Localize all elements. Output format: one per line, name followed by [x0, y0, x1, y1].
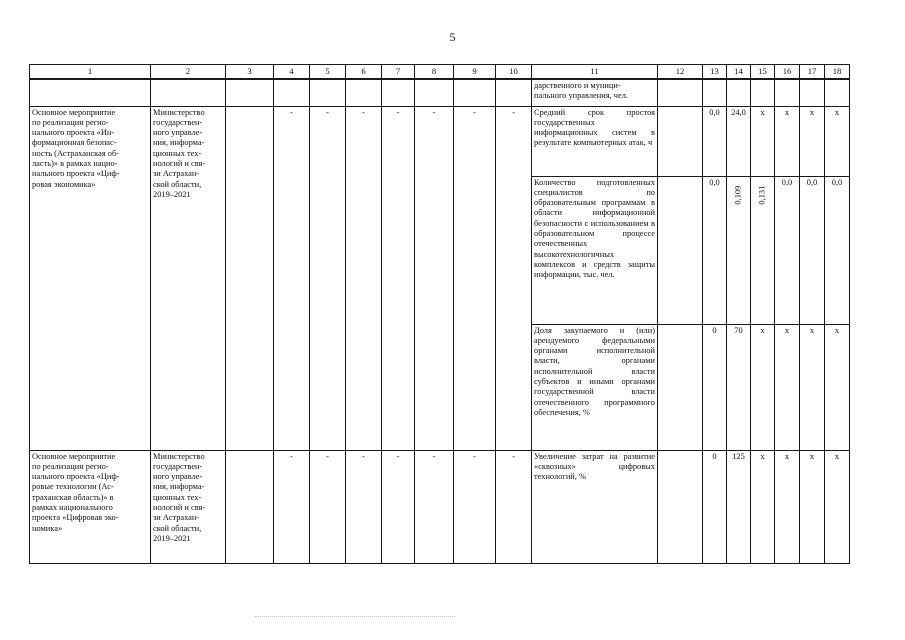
value-cell: 0,0: [825, 176, 850, 324]
event-executor: Министерство государствен- ного управле- ния, информа- ционных тех- нологий и свя- зи Астрахан- ской области, 2019–2021: [151, 450, 226, 563]
header-cell: 7: [382, 65, 415, 80]
value-cell: x: [751, 450, 775, 563]
value-cell: 0: [703, 324, 727, 450]
value-cell: x: [800, 324, 825, 450]
table-row: [30, 106, 850, 176]
header-cell: 16: [775, 65, 800, 80]
value-cell: 0,0: [703, 176, 727, 324]
header-cell: 11: [532, 65, 658, 80]
indicator-text: Увеличение затрат на развитие «сквозных» цифровых технологий, %: [532, 450, 658, 563]
header-cell: 5: [310, 65, 346, 80]
header-cell: 2: [151, 65, 226, 80]
header-cell: 10: [496, 65, 532, 80]
value-cell-rotated: 0,109: [733, 185, 743, 205]
dash-cell: -: [496, 450, 532, 563]
header-cell: 3: [226, 65, 274, 80]
dash-cell: -: [415, 450, 454, 563]
value-cell: x: [800, 106, 825, 176]
dash-cell: -: [346, 450, 382, 563]
value-cell: 0,0: [800, 176, 825, 324]
header-cell: 17: [800, 65, 825, 80]
continuation-text: дарственного и муници- пального управления, чел.: [532, 79, 658, 106]
header-row: [30, 65, 850, 80]
value-cell: 0: [703, 450, 727, 563]
program-table: [29, 64, 850, 564]
dash-cell: -: [382, 106, 415, 450]
value-cell: 70: [727, 324, 751, 450]
table-row: [30, 79, 850, 106]
value-cell: x: [751, 324, 775, 450]
dash-cell: -: [454, 106, 496, 450]
indicator-text: Средний срок простоя государственных информационных систем в результате компьютерных атак, ч: [532, 106, 658, 176]
header-cell: 1: [30, 65, 151, 80]
header-cell: 8: [415, 65, 454, 80]
header-cell: 13: [703, 65, 727, 80]
header-cell: 9: [454, 65, 496, 80]
dash-cell: -: [415, 106, 454, 450]
dash-cell: -: [274, 450, 310, 563]
value-cell: x: [825, 106, 850, 176]
header-cell: 15: [751, 65, 775, 80]
dash-cell: -: [454, 450, 496, 563]
header-cell: 12: [658, 65, 703, 80]
header-cell: 14: [727, 65, 751, 80]
dash-cell: -: [346, 106, 382, 450]
indicator-text: Доля закупаемого и (или) арендуемого федеральными органами исполнительной власти, органами исполнительной власти субъектов и иными органами государственной власти отечественного программного обеспечения, %: [532, 324, 658, 450]
header-cell: 18: [825, 65, 850, 80]
event-executor: Министерство государствен- ного управле- ния, информа- ционных тех- нологий и свя- зи Астрахан- ской области, 2019–2021: [151, 106, 226, 450]
dash-cell: -: [274, 106, 310, 450]
value-cell-rotated: 0,131: [757, 185, 767, 205]
value-cell: 0,0: [703, 106, 727, 176]
value-cell: x: [775, 324, 800, 450]
value-cell: x: [775, 106, 800, 176]
scan-artifact: [255, 616, 455, 619]
dash-cell: -: [382, 450, 415, 563]
table-row: [30, 450, 850, 563]
dash-cell: -: [310, 106, 346, 450]
value-cell: x: [800, 450, 825, 563]
value-cell: x: [775, 450, 800, 563]
value-cell: 0,0: [775, 176, 800, 324]
value-cell: 125: [727, 450, 751, 563]
value-cell: x: [751, 106, 775, 176]
value-cell: 24,0: [727, 106, 751, 176]
event-name: Основное мероприятие по реализации регио- нального проекта «Циф- ровые технологии (Ас- траханская область)» в рамках национального проекта «Цифровая эко- номика»: [30, 450, 151, 563]
header-cell: 4: [274, 65, 310, 80]
header-cell: 6: [346, 65, 382, 80]
dash-cell: -: [496, 106, 532, 450]
indicator-text: Количество подготовленных специалистов по образовательным программам в области информационной безопасности с использованием в образовательном процессе отечественных высокотехнологичных комплексов и средств защиты информации, тыс. чел.: [532, 176, 658, 324]
dash-cell: -: [310, 450, 346, 563]
page-number: 5: [449, 30, 456, 44]
event-name: Основное мероприятие по реализации регио- нального проекта «Ин- формационная безопас- ность (Астраханская об- ласть)» в рамках нацио- нального проекта «Циф- ровая экономика»: [30, 106, 151, 450]
value-cell: x: [825, 450, 850, 563]
value-cell: x: [825, 324, 850, 450]
